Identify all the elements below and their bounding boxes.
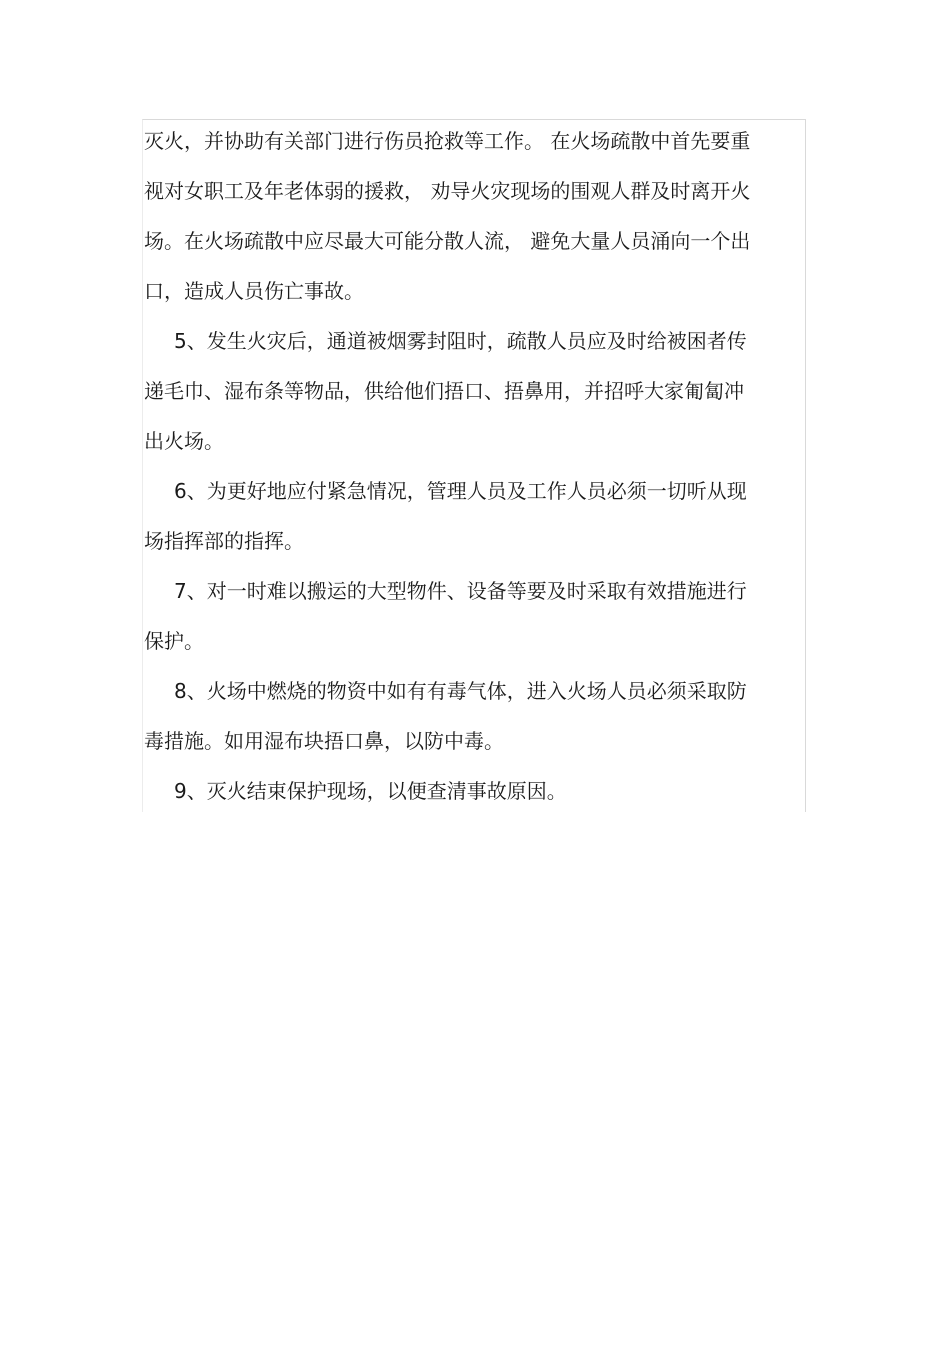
text-line: 保护。 [144, 629, 204, 653]
text-line: 视对女职工及年老体弱的援救， 劝导火灾现场的围观人群及时离开火 [144, 179, 751, 203]
text-line: 场指挥部的指挥。 [144, 529, 304, 553]
item-6-line: 6、为更好地应付紧急情况，管理人员及工作人员必须一切听从现 [174, 479, 747, 503]
item-7-line: 7、对一时难以搬运的大型物件、设备等要及时采取有效措施进行 [174, 579, 747, 603]
item-9-line: 9、灭火结束保护现场，以便查清事故原因。 [174, 779, 567, 803]
text-line: 场。在火场疏散中应尽最大可能分散人流， 避免大量人员涌向一个出 [144, 229, 751, 253]
text-line: 递毛巾、湿布条等物品，供给他们捂口、捂鼻用，并招呼大家匍匐冲 [144, 379, 744, 403]
document-body [144, 116, 800, 816]
text-line: 出火场。 [144, 429, 224, 453]
item-5-line: 5、发生火灾后，通道被烟雾封阻时，疏散人员应及时给被困者传 [174, 329, 747, 353]
text-line: 毒措施。如用湿布块捂口鼻，以防中毒。 [144, 729, 504, 753]
item-8-line: 8、火场中燃烧的物资中如有有毒气体，进入火场人员必须采取防 [174, 679, 747, 703]
text-line: 口，造成人员伤亡事故。 [144, 279, 364, 303]
text-line: 灭火，并协助有关部门进行伤员抢救等工作。 在火场疏散中首先要重 [144, 129, 751, 153]
